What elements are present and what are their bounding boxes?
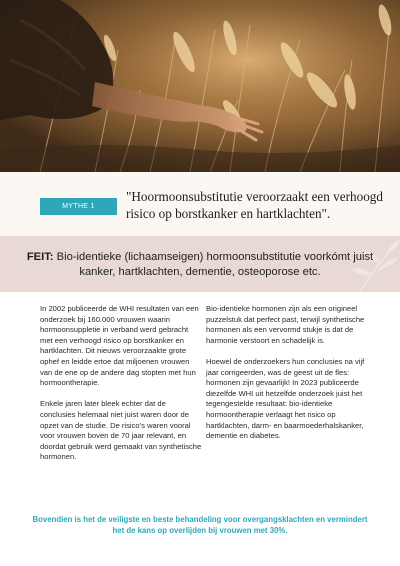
body-column-right xyxy=(206,304,366,452)
fact-statement xyxy=(18,250,382,280)
paragraph: Enkele jaren later bleek echter dat de conclusies helemaal niet juist waren door de opzet van de studie. De risico’s waren vooral voor vrouwen boven de 70 jaar relevant, en doordat gebruik werd gemaakt van synthetische hormonen. xyxy=(40,399,202,462)
fact-text: Bio-identieke (lichaamseigen) hormoonsubstitutie voorkómt juist kanker, hartklachten, dementie, osteoporose etc. xyxy=(53,251,374,278)
paragraph: Hoewel de onderzoekers hun conclusies na vijf jaar corrigeerden, was de geest uit de fles: hormonen zijn gevaarlijk! In 2023 publiceerde diezelfde WHI uit hetzelfde onderzoek juist het tegengestelde resultaat: bio-identieke hormoontherapie verlaagt het risico op hartklachten, darm- en baarmoederhalskanker, dementie en diabetes. xyxy=(206,356,365,441)
body-column-left xyxy=(40,304,202,474)
hero-illustration xyxy=(0,0,400,172)
myth-badge: MYTHE 1 xyxy=(40,198,117,215)
conclusion-text: Bovendien is het de veiligste en beste behandeling voor overgangsklachten en vermindert het de kans op overlijden bij vrouwen met 30%. xyxy=(32,515,368,535)
paragraph: Bio-identieke hormonen zijn als een origineel puzzelstuk dat perfect past, terwijl synthetische hormonen als een vervormd stukje is dat de harmonie verstoort en schadelijk is. xyxy=(206,304,365,345)
paragraph: In 2002 publiceerde de WHI resultaten van een onderzoek bij 160.000 vrouwen waarin hormoonsuppletie in verband werd gebracht met een verhoogd risico op borstkanker en hartklachten. Dit nieuws veroorzaakte grote ophef en leidde ertoe dat miljoenen vrouwen van de ene op de andere dag stopten met hun hormoontherapie. xyxy=(40,304,199,388)
fact-label: FEIT: xyxy=(26,251,54,263)
hero-photo xyxy=(0,0,400,172)
myth-statement: "Hoormoonsubstitutie veroorzaakt een verhoogd risico op borstkanker en hartklachten". xyxy=(126,189,383,221)
